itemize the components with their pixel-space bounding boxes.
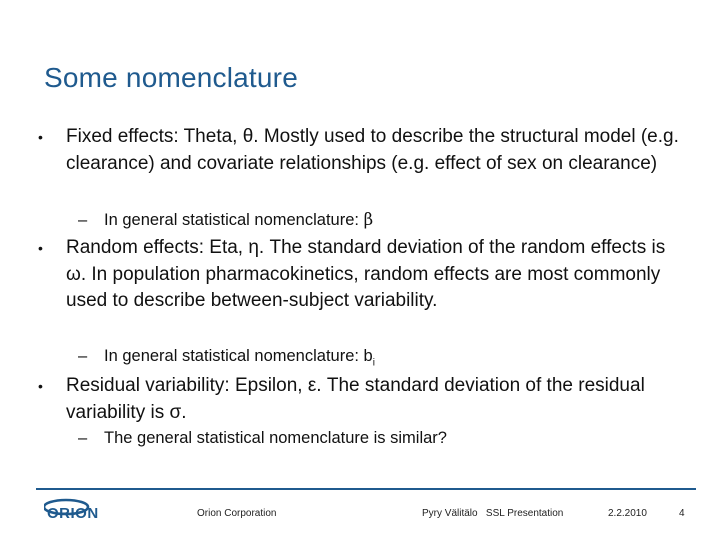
footer-date: 2.2.2010 xyxy=(608,508,647,519)
bullet-item xyxy=(38,373,686,426)
sub-bullet-dash: – xyxy=(78,429,88,447)
sub-bullet-item xyxy=(78,427,664,449)
svg-text:ORION: ORION xyxy=(47,505,99,520)
orion-logo xyxy=(44,498,130,520)
bullet-text: Random effects: Eta, η. The standard deviation of the random effects is ω. In population pharmacokinetics, random effects are most commonly used to describe between-subject variability. xyxy=(66,237,666,311)
bullet-text: Residual variability: Epsilon, ε. The standard deviation of the residual variability is σ. xyxy=(66,375,645,423)
bullet-text: Fixed effects: Theta, θ. Mostly used to describe the structural model (e.g. clearance) and covariate relationships (e.g. effect of sex on clearance) xyxy=(66,126,679,174)
slide-title: Some nomenclature xyxy=(44,62,298,93)
footer-organization: Orion Corporation xyxy=(197,508,277,519)
bullet-item xyxy=(38,124,686,177)
footer-page-number: 4 xyxy=(679,508,685,519)
bullet-dot: • xyxy=(38,129,43,145)
sub-bullet-item xyxy=(78,345,664,374)
bullet-item xyxy=(38,235,686,315)
bullet-dot: • xyxy=(38,378,43,394)
beta-symbol: β xyxy=(363,210,374,229)
sub-bullet-text: In general statistical nomenclature: xyxy=(104,211,364,229)
footer-presenter: Pyry Välitälo SSL Presentation xyxy=(422,508,564,519)
sub-bullet-dash: – xyxy=(78,211,88,229)
bullet-dot: • xyxy=(38,240,43,256)
subscript-i: i xyxy=(372,357,375,369)
footer-rule xyxy=(36,488,696,490)
sub-bullet-item xyxy=(78,209,664,231)
sub-bullet-text: In general statistical nomenclature: b xyxy=(104,347,373,365)
sub-bullet-dash: – xyxy=(78,347,88,365)
sub-bullet-text: The general statistical nomenclature is similar? xyxy=(104,429,447,447)
